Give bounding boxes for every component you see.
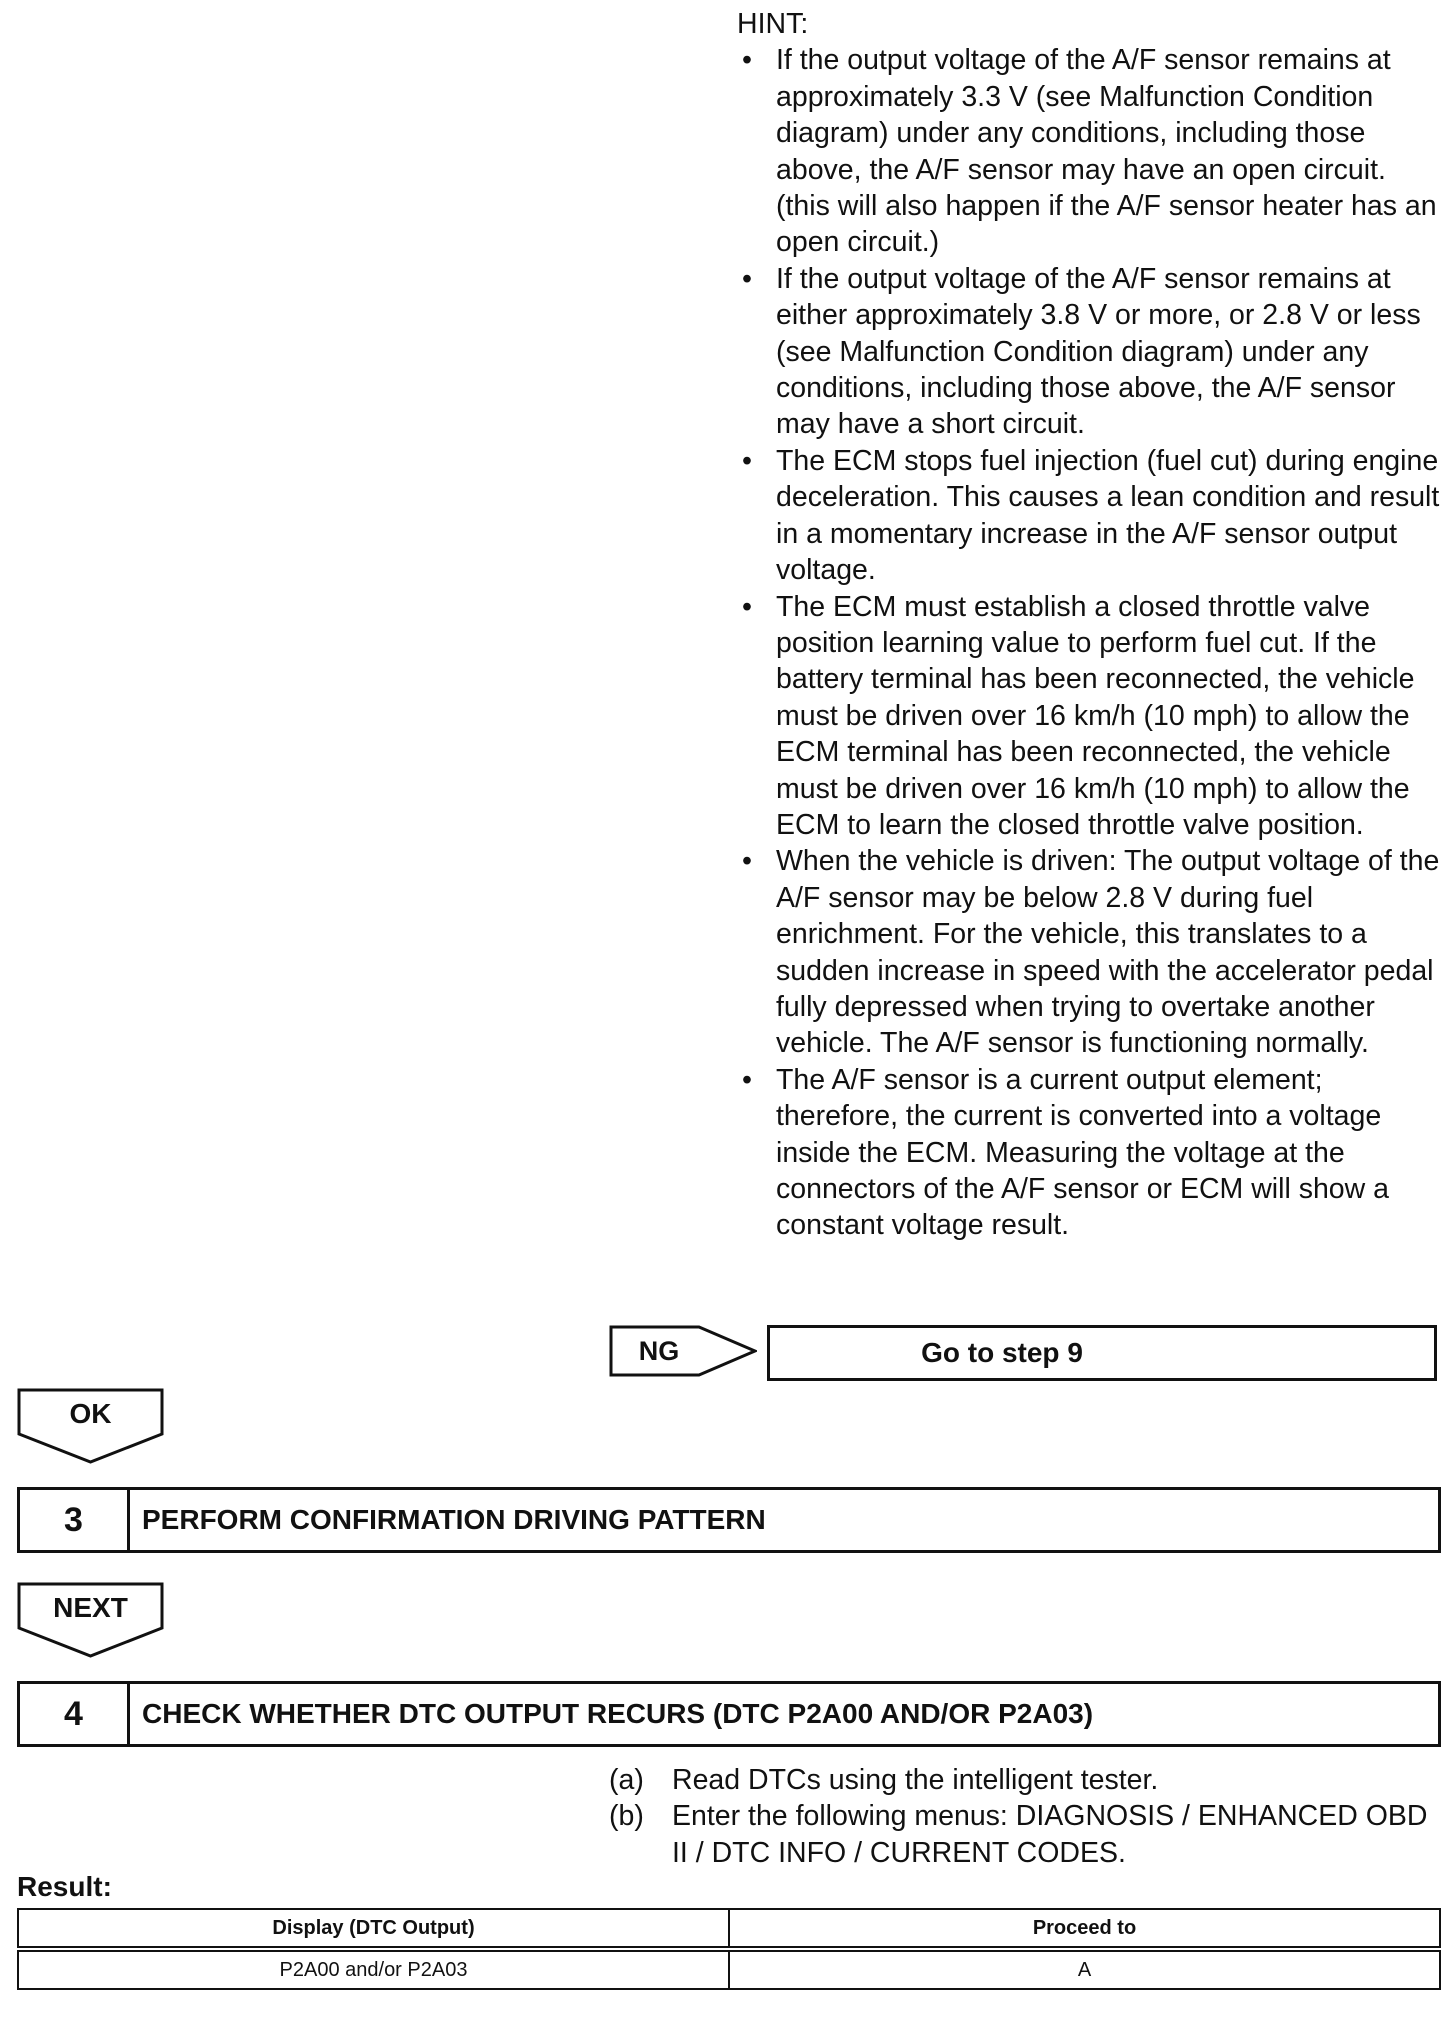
step-title: CHECK WHETHER DTC OUTPUT RECURS (DTC P2A00 AND/OR P2A03) xyxy=(142,1698,1094,1729)
hint-item: • If the output voltage of the A/F sensor remains at approximately 3.3 V (see Malfunction Condition diagram) under any conditions, including those above, the A/F sensor may have an open circuit. (this will also happen if the A/F sensor heater has an open circuit.) xyxy=(737,42,1447,260)
result-table xyxy=(17,1908,1441,1990)
hint-item: • The ECM stops fuel injection (fuel cut) during engine deceleration. This causes a lean condition and result in a momentary increase in the A/F sensor output voltage. xyxy=(737,443,1447,589)
bullet-icon: • xyxy=(742,590,752,623)
step-number: 4 xyxy=(20,1684,130,1744)
hint-list xyxy=(737,42,1447,1243)
hint-item: • If the output voltage of the A/F sensor remains at either approximately 3.8 V or more, or 2.8 V or less (see Malfunction Condition diagram) under any conditions, including those above, the A/F sensor may have a short circuit. xyxy=(737,261,1447,443)
ok-label: OK xyxy=(69,1398,112,1429)
next-label: NEXT xyxy=(53,1592,128,1623)
table-cell: A xyxy=(729,1949,1440,1989)
instruction-marker: (b) xyxy=(609,1800,644,1833)
go-to-step-9-link[interactable] xyxy=(767,1325,1437,1381)
ng-label: NG xyxy=(638,1336,680,1366)
column-header: Proceed to xyxy=(729,1909,1440,1949)
table-cell: P2A00 and/or P2A03 xyxy=(18,1949,729,1989)
step-3-header xyxy=(17,1487,1441,1553)
bullet-icon: • xyxy=(742,44,752,77)
result-label: Result: xyxy=(17,1871,112,1902)
instruction-marker: (a) xyxy=(609,1764,644,1796)
step-title: PERFORM CONFIRMATION DRIVING PATTERN xyxy=(142,1504,766,1535)
ok-arrow-tag xyxy=(17,1388,164,1464)
hint-label: HINT: xyxy=(737,8,809,40)
table-row xyxy=(18,1949,1440,1989)
bullet-icon: • xyxy=(742,262,752,295)
instruction-text: Read DTCs using the intelligent tester. xyxy=(672,1764,1159,1796)
go-to-step-label: Go to step 9 xyxy=(921,1337,1083,1368)
bullet-icon: • xyxy=(742,1063,752,1096)
hint-item: • The ECM must establish a closed throttle valve position learning value to perform fuel cut. If the battery terminal has been reconnected, the vehicle must be driven over 16 km/h (10 mph) to allow the ECM terminal has been reconnected, the vehicle must be driven over 16 km/h (10 mph) to allow the ECM to learn the closed throttle valve position. xyxy=(737,589,1447,844)
hint-item: • The A/F sensor is a current output element; therefore, the current is converted into a voltage inside the ECM. Measuring the voltage at the connectors of the A/F sensor or ECM will show a constant voltage result. xyxy=(737,1062,1447,1244)
step-4-header xyxy=(17,1681,1441,1747)
instruction-list xyxy=(609,1762,1429,1871)
instruction-item xyxy=(609,1798,1429,1871)
table-header-row xyxy=(18,1909,1440,1949)
hint-section xyxy=(737,6,1447,1244)
bullet-icon: • xyxy=(742,845,752,878)
step-number: 3 xyxy=(20,1490,130,1550)
instruction-item xyxy=(609,1762,1429,1798)
instruction-text: Enter the following menus: DIAGNOSIS / ENHANCED OBD II / DTC INFO / CURRENT CODES. xyxy=(672,1800,1428,1869)
column-header: Display (DTC Output) xyxy=(18,1909,729,1949)
bullet-icon: • xyxy=(742,444,752,477)
hint-item: • When the vehicle is driven: The output voltage of the A/F sensor may be below 2.8 V during fuel enrichment. For the vehicle, this translates to a sudden increase in speed with the accelerator pedal fully depressed when trying to overtake another vehicle. The A/F sensor is functioning normally. xyxy=(737,843,1447,1061)
next-arrow-tag xyxy=(17,1582,164,1658)
ng-arrow-tag xyxy=(609,1325,757,1377)
